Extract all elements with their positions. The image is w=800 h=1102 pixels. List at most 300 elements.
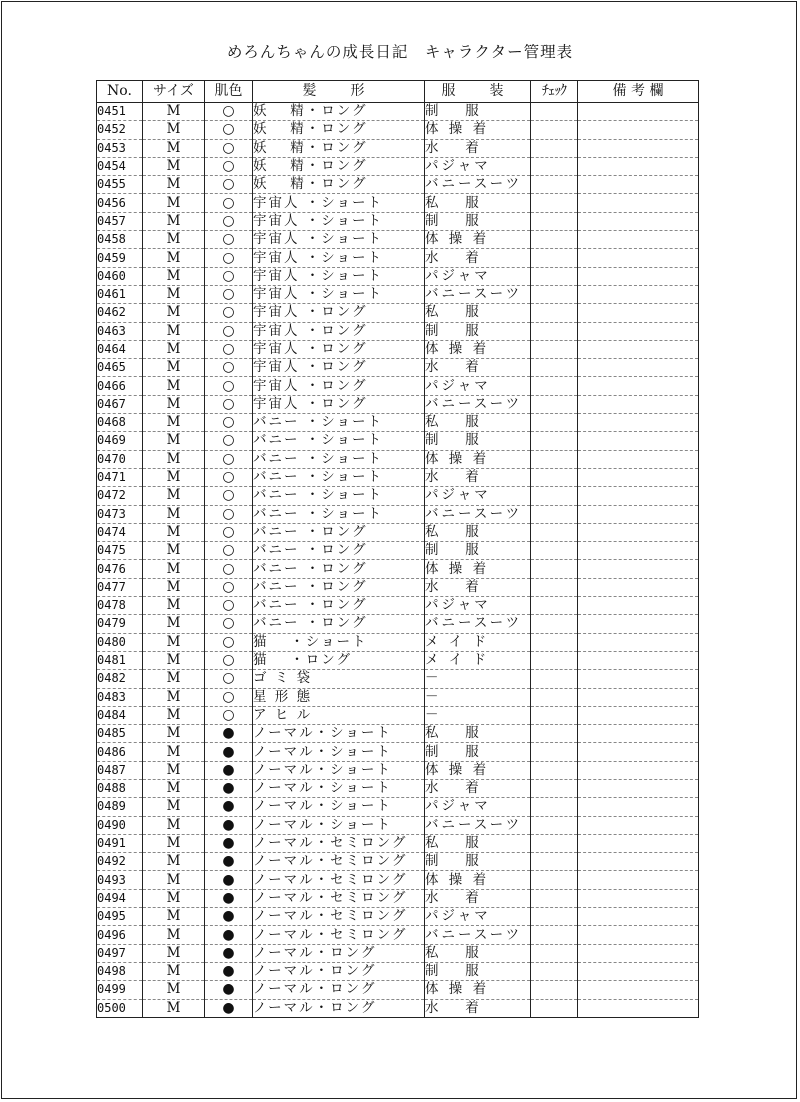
- cell-skin: ○: [205, 450, 253, 468]
- cell-size: M: [143, 176, 205, 194]
- cell-check: [531, 377, 578, 395]
- cell-hair: バニー ・ショート: [253, 432, 425, 450]
- cell-no: 0465: [97, 359, 143, 377]
- table-row: [97, 487, 699, 505]
- cell-check: [531, 779, 578, 797]
- cell-outfit: 水 着: [425, 779, 531, 797]
- cell-notes: [578, 157, 699, 175]
- cell-notes: [578, 505, 699, 523]
- cell-notes: [578, 340, 699, 358]
- table-row: [97, 176, 699, 194]
- cell-size: M: [143, 487, 205, 505]
- cell-notes: [578, 725, 699, 743]
- cell-no: 0480: [97, 633, 143, 651]
- cell-hair: 宇宙人 ・ショート: [253, 249, 425, 267]
- cell-notes: [578, 322, 699, 340]
- cell-hair: 宇宙人 ・ショート: [253, 285, 425, 303]
- cell-outfit: 制 服: [425, 432, 531, 450]
- cell-hair: 妖 精・ロング: [253, 103, 425, 121]
- cell-size: M: [143, 743, 205, 761]
- cell-notes: [578, 176, 699, 194]
- cell-outfit: 制 服: [425, 962, 531, 980]
- cell-hair: ノーマル・セミロング: [253, 853, 425, 871]
- cell-check: [531, 468, 578, 486]
- cell-size: M: [143, 560, 205, 578]
- character-table: [96, 80, 699, 1018]
- cell-hair: ノーマル・ロング: [253, 944, 425, 962]
- cell-skin: ○: [205, 340, 253, 358]
- cell-skin: ○: [205, 194, 253, 212]
- cell-no: 0472: [97, 487, 143, 505]
- cell-size: M: [143, 414, 205, 432]
- cell-no: 0471: [97, 468, 143, 486]
- cell-no: 0483: [97, 688, 143, 706]
- cell-no: 0474: [97, 523, 143, 541]
- cell-check: [531, 359, 578, 377]
- table-row: [97, 505, 699, 523]
- cell-size: M: [143, 340, 205, 358]
- cell-hair: 宇宙人 ・ショート: [253, 212, 425, 230]
- cell-check: [531, 212, 578, 230]
- cell-skin: ○: [205, 176, 253, 194]
- cell-skin: ○: [205, 212, 253, 230]
- cell-skin: ○: [205, 578, 253, 596]
- cell-no: 0495: [97, 908, 143, 926]
- cell-no: 0467: [97, 395, 143, 413]
- table-row: [97, 651, 699, 669]
- table-row: [97, 743, 699, 761]
- cell-notes: [578, 981, 699, 999]
- cell-outfit: 水 着: [425, 139, 531, 157]
- cell-notes: [578, 194, 699, 212]
- cell-no: 0461: [97, 285, 143, 303]
- table-row: [97, 432, 699, 450]
- cell-hair: 宇宙人 ・ロング: [253, 322, 425, 340]
- cell-no: 0481: [97, 651, 143, 669]
- cell-no: 0488: [97, 779, 143, 797]
- cell-skin: ○: [205, 651, 253, 669]
- cell-size: M: [143, 725, 205, 743]
- cell-notes: [578, 487, 699, 505]
- cell-no: 0462: [97, 304, 143, 322]
- cell-size: M: [143, 377, 205, 395]
- cell-skin: ○: [205, 231, 253, 249]
- cell-notes: [578, 743, 699, 761]
- cell-outfit: パジャマ: [425, 157, 531, 175]
- cell-size: M: [143, 889, 205, 907]
- cell-size: M: [143, 505, 205, 523]
- cell-check: [531, 487, 578, 505]
- table-row: [97, 761, 699, 779]
- cell-size: M: [143, 597, 205, 615]
- cell-notes: [578, 542, 699, 560]
- cell-no: 0489: [97, 798, 143, 816]
- cell-notes: [578, 432, 699, 450]
- cell-outfit: 制 服: [425, 853, 531, 871]
- cell-notes: [578, 651, 699, 669]
- table-row: [97, 597, 699, 615]
- cell-size: M: [143, 816, 205, 834]
- cell-hair: ノーマル・ショート: [253, 816, 425, 834]
- cell-check: [531, 157, 578, 175]
- cell-size: M: [143, 834, 205, 852]
- cell-notes: [578, 103, 699, 121]
- table-row: [97, 322, 699, 340]
- cell-skin: ○: [205, 103, 253, 121]
- cell-outfit: メ イ ド: [425, 651, 531, 669]
- cell-notes: [578, 999, 699, 1017]
- cell-hair: バニー ・ショート: [253, 450, 425, 468]
- cell-outfit: 私 服: [425, 834, 531, 852]
- cell-notes: [578, 231, 699, 249]
- cell-no: 0486: [97, 743, 143, 761]
- table-row: [97, 962, 699, 980]
- table-row: [97, 450, 699, 468]
- cell-hair: バニー ・ショート: [253, 505, 425, 523]
- cell-hair: ノーマル・ロング: [253, 962, 425, 980]
- cell-hair: バニー ・ショート: [253, 468, 425, 486]
- cell-outfit: 制 服: [425, 743, 531, 761]
- cell-no: 0468: [97, 414, 143, 432]
- cell-hair: ノーマル・ショート: [253, 743, 425, 761]
- cell-no: 0490: [97, 816, 143, 834]
- cell-no: 0455: [97, 176, 143, 194]
- cell-outfit: パジャマ: [425, 487, 531, 505]
- cell-hair: バニー ・ロング: [253, 597, 425, 615]
- cell-skin: ○: [205, 505, 253, 523]
- cell-hair: ノーマル・ショート: [253, 798, 425, 816]
- cell-hair: 星 形 態: [253, 688, 425, 706]
- header-row: [97, 81, 699, 103]
- cell-outfit: 体 操 着: [425, 450, 531, 468]
- cell-check: [531, 944, 578, 962]
- table-row: [97, 103, 699, 121]
- cell-outfit: メ イ ド: [425, 633, 531, 651]
- cell-no: 0491: [97, 834, 143, 852]
- cell-size: M: [143, 779, 205, 797]
- cell-skin: ○: [205, 633, 253, 651]
- cell-check: [531, 542, 578, 560]
- cell-skin: ○: [205, 468, 253, 486]
- cell-no: 0460: [97, 267, 143, 285]
- cell-hair: 妖 精・ロング: [253, 157, 425, 175]
- cell-skin: ○: [205, 706, 253, 724]
- table-row: [97, 908, 699, 926]
- cell-check: [531, 267, 578, 285]
- table-row: [97, 779, 699, 797]
- table-row: [97, 889, 699, 907]
- cell-outfit: 体 操 着: [425, 981, 531, 999]
- cell-no: 0482: [97, 670, 143, 688]
- header-notes: 備 考 欄: [578, 81, 699, 103]
- cell-no: 0451: [97, 103, 143, 121]
- cell-outfit: パジャマ: [425, 377, 531, 395]
- cell-no: 0497: [97, 944, 143, 962]
- cell-check: [531, 981, 578, 999]
- cell-notes: [578, 249, 699, 267]
- table-row: [97, 212, 699, 230]
- cell-no: 0453: [97, 139, 143, 157]
- cell-check: [531, 285, 578, 303]
- cell-no: 0478: [97, 597, 143, 615]
- header-outfit: 服 装: [425, 81, 531, 103]
- cell-notes: [578, 615, 699, 633]
- cell-outfit: パジャマ: [425, 267, 531, 285]
- cell-size: M: [143, 157, 205, 175]
- cell-hair: バニー ・ロング: [253, 542, 425, 560]
- cell-outfit: 私 服: [425, 944, 531, 962]
- cell-size: M: [143, 761, 205, 779]
- cell-hair: バニー ・ショート: [253, 487, 425, 505]
- table-row: [97, 359, 699, 377]
- cell-no: 0493: [97, 871, 143, 889]
- cell-skin: ○: [205, 249, 253, 267]
- cell-no: 0469: [97, 432, 143, 450]
- cell-hair: 宇宙人 ・ロング: [253, 340, 425, 358]
- page-title: めろんちゃんの成長日記 キャラクター管理表: [226, 43, 574, 61]
- cell-hair: 妖 精・ロング: [253, 176, 425, 194]
- cell-hair: 猫 ・ロング: [253, 651, 425, 669]
- cell-skin: ○: [205, 359, 253, 377]
- cell-no: 0487: [97, 761, 143, 779]
- cell-no: 0452: [97, 121, 143, 139]
- cell-check: [531, 926, 578, 944]
- cell-check: [531, 176, 578, 194]
- table-row: [97, 670, 699, 688]
- table-row: [97, 194, 699, 212]
- cell-hair: バニー ・ショート: [253, 414, 425, 432]
- cell-notes: [578, 962, 699, 980]
- cell-no: 0496: [97, 926, 143, 944]
- cell-outfit: パジャマ: [425, 597, 531, 615]
- cell-size: M: [143, 944, 205, 962]
- cell-skin: ○: [205, 121, 253, 139]
- header-skin: 肌色: [205, 81, 253, 103]
- table-row: [97, 121, 699, 139]
- cell-skin: ●: [205, 798, 253, 816]
- cell-skin: ●: [205, 725, 253, 743]
- cell-outfit: 制 服: [425, 322, 531, 340]
- cell-outfit: 私 服: [425, 725, 531, 743]
- cell-hair: ア ヒ ル: [253, 706, 425, 724]
- cell-outfit: 体 操 着: [425, 761, 531, 779]
- header-no: No.: [97, 81, 143, 103]
- cell-notes: [578, 597, 699, 615]
- cell-size: M: [143, 395, 205, 413]
- cell-skin: ○: [205, 285, 253, 303]
- cell-size: M: [143, 304, 205, 322]
- cell-check: [531, 871, 578, 889]
- cell-hair: ノーマル・セミロング: [253, 834, 425, 852]
- cell-size: M: [143, 249, 205, 267]
- cell-size: M: [143, 231, 205, 249]
- cell-skin: ○: [205, 560, 253, 578]
- cell-check: [531, 706, 578, 724]
- cell-outfit: パジャマ: [425, 798, 531, 816]
- cell-hair: 妖 精・ロング: [253, 121, 425, 139]
- cell-hair: ノーマル・セミロング: [253, 908, 425, 926]
- cell-skin: ●: [205, 962, 253, 980]
- cell-check: [531, 889, 578, 907]
- cell-skin: ●: [205, 853, 253, 871]
- table-row: [97, 725, 699, 743]
- cell-notes: [578, 706, 699, 724]
- cell-outfit: 私 服: [425, 523, 531, 541]
- cell-no: 0457: [97, 212, 143, 230]
- table-row: [97, 999, 699, 1017]
- cell-size: M: [143, 999, 205, 1017]
- cell-check: [531, 834, 578, 852]
- cell-size: M: [143, 615, 205, 633]
- cell-outfit: 水 着: [425, 249, 531, 267]
- table-row: [97, 706, 699, 724]
- cell-no: 0466: [97, 377, 143, 395]
- cell-no: 0458: [97, 231, 143, 249]
- cell-notes: [578, 121, 699, 139]
- cell-no: 0484: [97, 706, 143, 724]
- cell-notes: [578, 139, 699, 157]
- cell-check: [531, 688, 578, 706]
- table-row: [97, 981, 699, 999]
- cell-notes: [578, 834, 699, 852]
- cell-size: M: [143, 798, 205, 816]
- cell-skin: ●: [205, 944, 253, 962]
- cell-check: [531, 450, 578, 468]
- cell-check: [531, 560, 578, 578]
- cell-check: [531, 249, 578, 267]
- cell-skin: ●: [205, 999, 253, 1017]
- cell-hair: ノーマル・ショート: [253, 761, 425, 779]
- cell-notes: [578, 944, 699, 962]
- table-row: [97, 798, 699, 816]
- cell-check: [531, 505, 578, 523]
- cell-outfit: 水 着: [425, 468, 531, 486]
- table-row: [97, 688, 699, 706]
- cell-size: M: [143, 450, 205, 468]
- table-row: [97, 231, 699, 249]
- cell-outfit: 水 着: [425, 999, 531, 1017]
- cell-no: 0463: [97, 322, 143, 340]
- cell-check: [531, 432, 578, 450]
- cell-no: 0464: [97, 340, 143, 358]
- table-row: [97, 414, 699, 432]
- cell-size: M: [143, 670, 205, 688]
- cell-outfit: バニースーツ: [425, 505, 531, 523]
- cell-notes: [578, 359, 699, 377]
- cell-skin: ○: [205, 670, 253, 688]
- cell-check: [531, 962, 578, 980]
- cell-outfit: －: [425, 706, 531, 724]
- cell-size: M: [143, 981, 205, 999]
- table-row: [97, 926, 699, 944]
- cell-hair: 猫 ・ショート: [253, 633, 425, 651]
- cell-size: M: [143, 578, 205, 596]
- cell-notes: [578, 414, 699, 432]
- cell-outfit: 水 着: [425, 889, 531, 907]
- cell-check: [531, 121, 578, 139]
- table-row: [97, 853, 699, 871]
- cell-check: [531, 908, 578, 926]
- cell-skin: ○: [205, 414, 253, 432]
- cell-outfit: バニースーツ: [425, 395, 531, 413]
- cell-size: M: [143, 633, 205, 651]
- cell-check: [531, 743, 578, 761]
- cell-check: [531, 597, 578, 615]
- table-row: [97, 157, 699, 175]
- cell-notes: [578, 267, 699, 285]
- cell-size: M: [143, 523, 205, 541]
- table-row: [97, 578, 699, 596]
- cell-size: M: [143, 962, 205, 980]
- cell-check: [531, 139, 578, 157]
- table-row: [97, 304, 699, 322]
- cell-skin: ○: [205, 377, 253, 395]
- cell-outfit: －: [425, 688, 531, 706]
- cell-check: [531, 670, 578, 688]
- table-row: [97, 615, 699, 633]
- cell-size: M: [143, 103, 205, 121]
- table-row: [97, 523, 699, 541]
- table-row: [97, 944, 699, 962]
- cell-check: [531, 633, 578, 651]
- cell-skin: ●: [205, 816, 253, 834]
- cell-skin: ○: [205, 432, 253, 450]
- cell-no: 0459: [97, 249, 143, 267]
- cell-notes: [578, 798, 699, 816]
- cell-notes: [578, 395, 699, 413]
- table-row: [97, 871, 699, 889]
- cell-outfit: 体 操 着: [425, 560, 531, 578]
- cell-notes: [578, 304, 699, 322]
- cell-outfit: 私 服: [425, 194, 531, 212]
- cell-notes: [578, 560, 699, 578]
- cell-size: M: [143, 285, 205, 303]
- header-check: ﾁｪｯｸ: [531, 81, 578, 103]
- cell-check: [531, 340, 578, 358]
- cell-skin: ○: [205, 267, 253, 285]
- table-body: [97, 103, 699, 1018]
- cell-skin: ○: [205, 487, 253, 505]
- cell-skin: ●: [205, 889, 253, 907]
- cell-outfit: バニースーツ: [425, 285, 531, 303]
- cell-skin: ○: [205, 597, 253, 615]
- cell-hair: ノーマル・セミロング: [253, 926, 425, 944]
- cell-hair: ゴ ミ 袋: [253, 670, 425, 688]
- cell-size: M: [143, 121, 205, 139]
- cell-hair: 宇宙人 ・ロング: [253, 395, 425, 413]
- table-row: [97, 834, 699, 852]
- table-row: [97, 340, 699, 358]
- cell-skin: ●: [205, 834, 253, 852]
- cell-size: M: [143, 432, 205, 450]
- cell-notes: [578, 377, 699, 395]
- cell-skin: ●: [205, 871, 253, 889]
- cell-size: M: [143, 871, 205, 889]
- cell-outfit: 制 服: [425, 103, 531, 121]
- cell-hair: ノーマル・セミロング: [253, 889, 425, 907]
- cell-size: M: [143, 194, 205, 212]
- cell-notes: [578, 761, 699, 779]
- cell-no: 0470: [97, 450, 143, 468]
- cell-skin: ○: [205, 395, 253, 413]
- cell-notes: [578, 523, 699, 541]
- cell-notes: [578, 853, 699, 871]
- cell-hair: 宇宙人 ・ショート: [253, 231, 425, 249]
- table-row: [97, 633, 699, 651]
- cell-outfit: バニースーツ: [425, 816, 531, 834]
- cell-size: M: [143, 542, 205, 560]
- cell-check: [531, 999, 578, 1017]
